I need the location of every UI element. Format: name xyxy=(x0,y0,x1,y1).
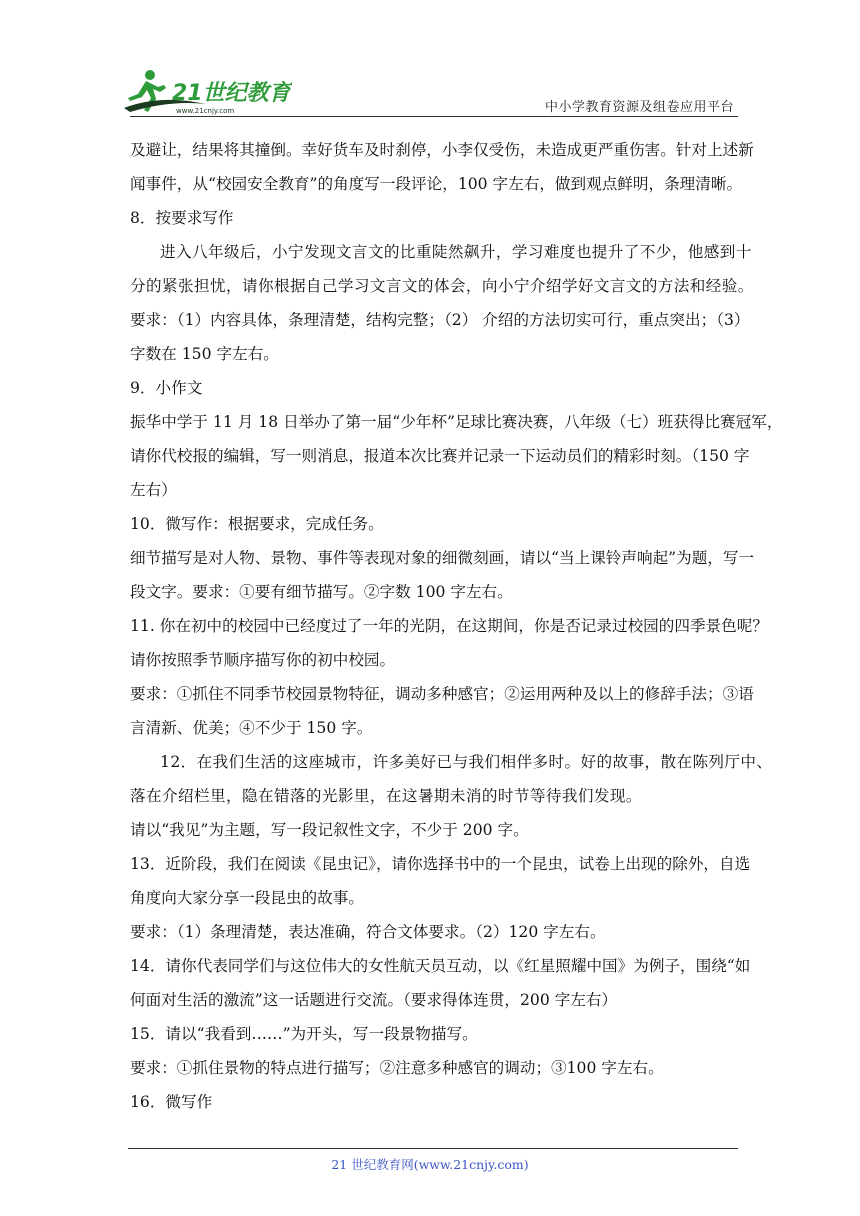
footer-divider xyxy=(128,1148,738,1149)
text-line: 段文字。要求：①要有细节描写。②字数 100 字左右。 xyxy=(130,583,513,601)
logo xyxy=(120,64,292,118)
svg-text:21世纪教育: 21世纪教育 xyxy=(172,81,291,106)
text-line: 请你按照季节顺序描写你的初中校园。 xyxy=(130,651,396,669)
text-line: 字数在 150 字左右。 xyxy=(130,345,279,363)
footer-link[interactable]: 21 世纪教育网(www.21cnjy.com) xyxy=(331,1157,529,1172)
question-heading: 10．微写作：根据要求，完成任务。 xyxy=(130,515,384,533)
text-line: 言清新、优美；④不少于 150 字。 xyxy=(130,719,373,737)
question-heading: 8．按要求写作 xyxy=(130,209,234,227)
question-heading: 15．请以“我看到……”为开头，写一段景物描写。 xyxy=(130,1025,478,1043)
text-line: 何面对生活的激流”这一话题进行交流。（要求得体连贯，200 字左右） xyxy=(130,991,618,1009)
question-heading: 11. 你在初中的校园中已经度过了一年的光阴，在这期间，你是否记录过校园的四季景色呢？ xyxy=(130,617,768,635)
text-line: 落在介绍栏里，隐在错落的光影里，在这暑期未消的时节等待我们发现。 xyxy=(130,787,642,805)
document-body xyxy=(130,138,783,1114)
text-line: 请以“我见”为主题，写一段记叙性文字，不少于 200 字。 xyxy=(130,821,529,839)
text-line: 闻事件，从“校园安全教育”的角度写一段评论，100 字左右，做到观点鲜明，条理清晰。 xyxy=(130,175,743,193)
svg-text:www.21cnjy.com: www.21cnjy.com xyxy=(176,107,235,115)
question-heading: 16．微写作 xyxy=(130,1093,213,1111)
platform-label: 中小学教育资源及组卷应用平台 xyxy=(544,100,734,115)
page-header xyxy=(0,0,860,120)
question-heading: 9．小作文 xyxy=(130,379,203,397)
question-heading: 13．近阶段，我们在阅读《昆虫记》，请你选择书中的一个昆虫，试卷上出现的除外，自选 xyxy=(130,855,751,873)
text-line: 要求：①抓住不同季节校园景物特征，调动多种感官；②运用两种及以上的修辞手法；③语 xyxy=(130,685,754,703)
question-heading: 12．在我们生活的这座城市，许多美好已与我们相伴多时。好的故事，散在陈列厅中、 xyxy=(160,753,773,771)
text-line: 角度向大家分享一段昆虫的故事。 xyxy=(130,889,364,907)
question-heading: 14．请你代表同学们与这位伟大的女性航天员互动，以《红星照耀中国》为例子，围绕“如 xyxy=(130,957,751,975)
text-line: 要求：①抓住景物的特点进行描写；②注意多种感官的调动；③100 字左右。 xyxy=(130,1059,664,1077)
text-line: 及避让，结果将其撞倒。幸好货车及时刹停，小李仅受伤，未造成更严重伤害。针对上述新 xyxy=(130,141,754,159)
text-line: 请你代校报的编辑，写一则消息，报道本次比赛并记录一下运动员们的精彩时刻。（150 字 xyxy=(130,447,750,465)
text-line: 分的紧张担忧，请你根据自己学习文言文的体会，向小宁介绍学好文言文的方法和经验。 xyxy=(130,277,754,295)
header-divider xyxy=(130,116,738,117)
text-line: 振华中学于 11 月 18 日举办了第一届“少年杯”足球比赛决赛，八年级（七）班获得比赛冠军， xyxy=(130,413,783,431)
text-line: 进入八年级后，小宁发现文言文的比重陡然飙升，学习难度也提升了不少，他感到十 xyxy=(160,243,752,261)
text-line: 要求：（1）条理清楚，表达准确，符合文体要求。（2）120 字左右。 xyxy=(130,923,606,941)
text-line: 左右） xyxy=(130,481,177,499)
text-line: 要求：（1）内容具体，条理清楚，结构完整；（2） 介绍的方法切实可行，重点突出；（3） xyxy=(130,311,750,329)
text-line: 细节描写是对人物、景物、事件等表现对象的细微刻画，请以“当上课铃声响起”为题，写一 xyxy=(130,549,755,567)
